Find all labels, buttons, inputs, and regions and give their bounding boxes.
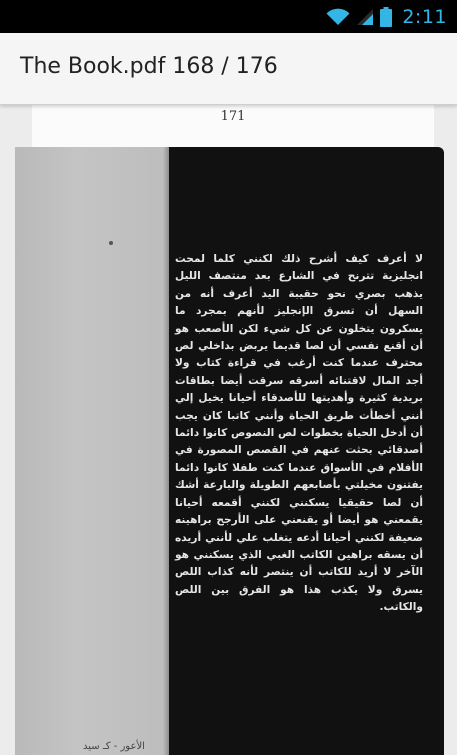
current-page-scan — [15, 147, 444, 755]
signal-icon — [356, 8, 374, 26]
status-bar — [0, 0, 457, 33]
pdf-viewer[interactable] — [0, 104, 457, 755]
battery-icon — [380, 7, 392, 27]
action-bar — [0, 33, 457, 105]
previous-page — [32, 104, 434, 148]
scan-speck — [109, 241, 113, 245]
page-footer-caption: الأعور - كـ سيد — [83, 741, 145, 752]
document-title: The Book.pdf 168 / 176 — [20, 54, 278, 79]
page-gray-margin — [15, 147, 169, 755]
status-time: 2:11 — [402, 5, 447, 28]
status-icons — [326, 0, 457, 33]
page-number: 171 — [220, 109, 246, 124]
page-text: لا أعرف كيف أشرح ذلك لكنني كلما لمحت انجليزية تترنح في الشارع بعد منتصف الليل يذهب بصري نحو حقيبة اليد أعرف أنه من السهل أن تسرق الإنجليز لأنهم بمجرد ما يسكرون يتخلون عن كل شيء لكن الأصعب هو أن أقنع نفسي أن لصا قديما يربض بداخلي لص محترف عندما كنت أرغب في قراءة كتاب ولا أجد المال لاقتنائه أسرقه سرقت أيضا بطاقات بريدية كثيرة وأهديتها للأصدقاء أحيانا يخيل إلي أنني أخطأت طريق الحياة وأنني كاتبا كان يجب أن أدخل الحياة بخطوات لص النصوص كانوا دائما أصدقائي بحثت عنهم في القصص المصورة في الأفلام في الأسواق عندما كنت طفلا كانوا دائما يفتنون مخيلتي بأصابعهم الطويلة والبارعة أشك أن لصا حقيقيا يسكنني لكنني أقمعه أحيانا يقمعني هو أيضا أو يقنعني على الأرجح براهينه ضعيفة لكنني أحيانا أدعه يتغلب علي لأنني أريده أن يسقه براهين الكاتب الغبي الذي يسكنني هو الآخر لا أريد للكاتب أن ينتصر لأنه كذاب اللص يسرق ولا يكذب هذا هو الفرق بين اللص والكاتب. — [175, 253, 423, 614]
wifi-icon — [326, 8, 350, 26]
